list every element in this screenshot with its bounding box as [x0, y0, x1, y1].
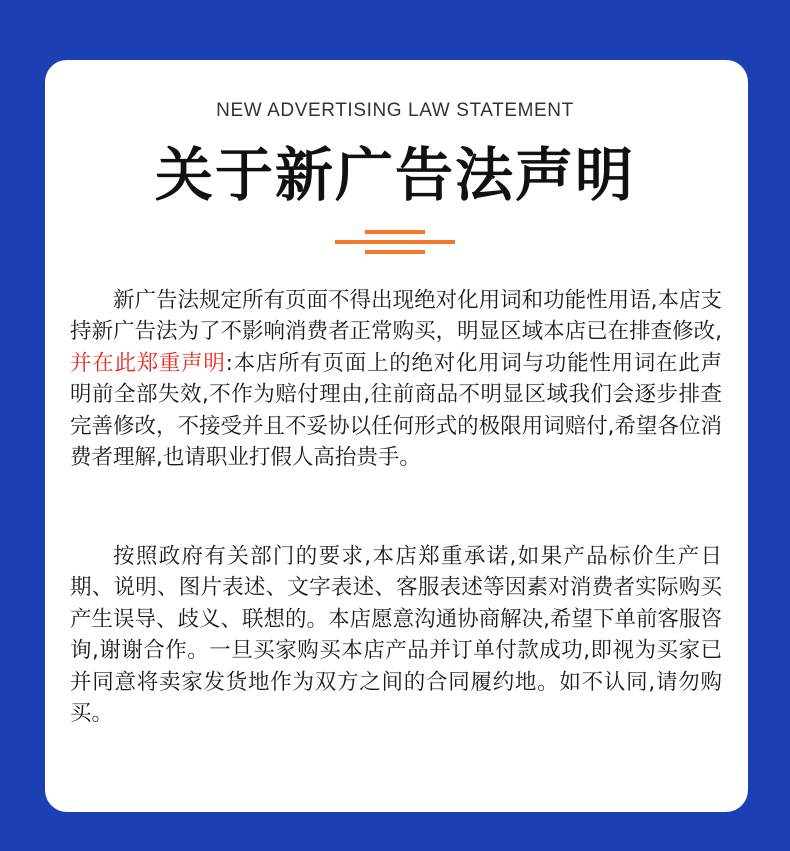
page-title: 关于新广告法声明	[154, 141, 635, 209]
statement-paragraph-2: 按照政府有关部门的要求,本店郑重承诺,如果产品标价生产日期、说明、图片表述、文字表述、客服表述等因素对消费者实际购买产生误导、歧义、联想的。本店愿意沟通协商解决,希望下单前客服咨询,谢谢合作。一旦买家购买本店产品并订单付款成功,即视为买家已并同意将卖家发货地作为双方之间的合同履约地。如不认同,请勿购买。	[70, 544, 722, 727]
divider-line-top	[365, 230, 425, 234]
paragraph-1-highlight: 并在此郑重声明	[70, 350, 226, 376]
divider-line-bottom	[365, 250, 425, 254]
divider-line-middle	[335, 240, 455, 244]
english-subtitle: NEW ADVERTISING LAW STATEMENT	[216, 100, 574, 121]
paragraph-1-text-b: :本店所有页面上的绝对化用词与功能性用词在此声明前全部失效,不作为赔付理由,往前商品不明显区域我们会逐步排查完善修改，不接受并且不妥协以任何形式的极限用词赔付,希望各位消费者理解,也请职业打假人高抬贵手。	[70, 350, 722, 471]
statement-paragraph-1	[70, 285, 722, 473]
paragraph-1-text-a: 新广告法规定所有页面不得出现绝对化用词和功能性用语,本店支持新广告法为了不影响消费者正常购买，明显区域本店已在排查修改,	[70, 288, 722, 345]
decorative-divider	[335, 230, 455, 254]
